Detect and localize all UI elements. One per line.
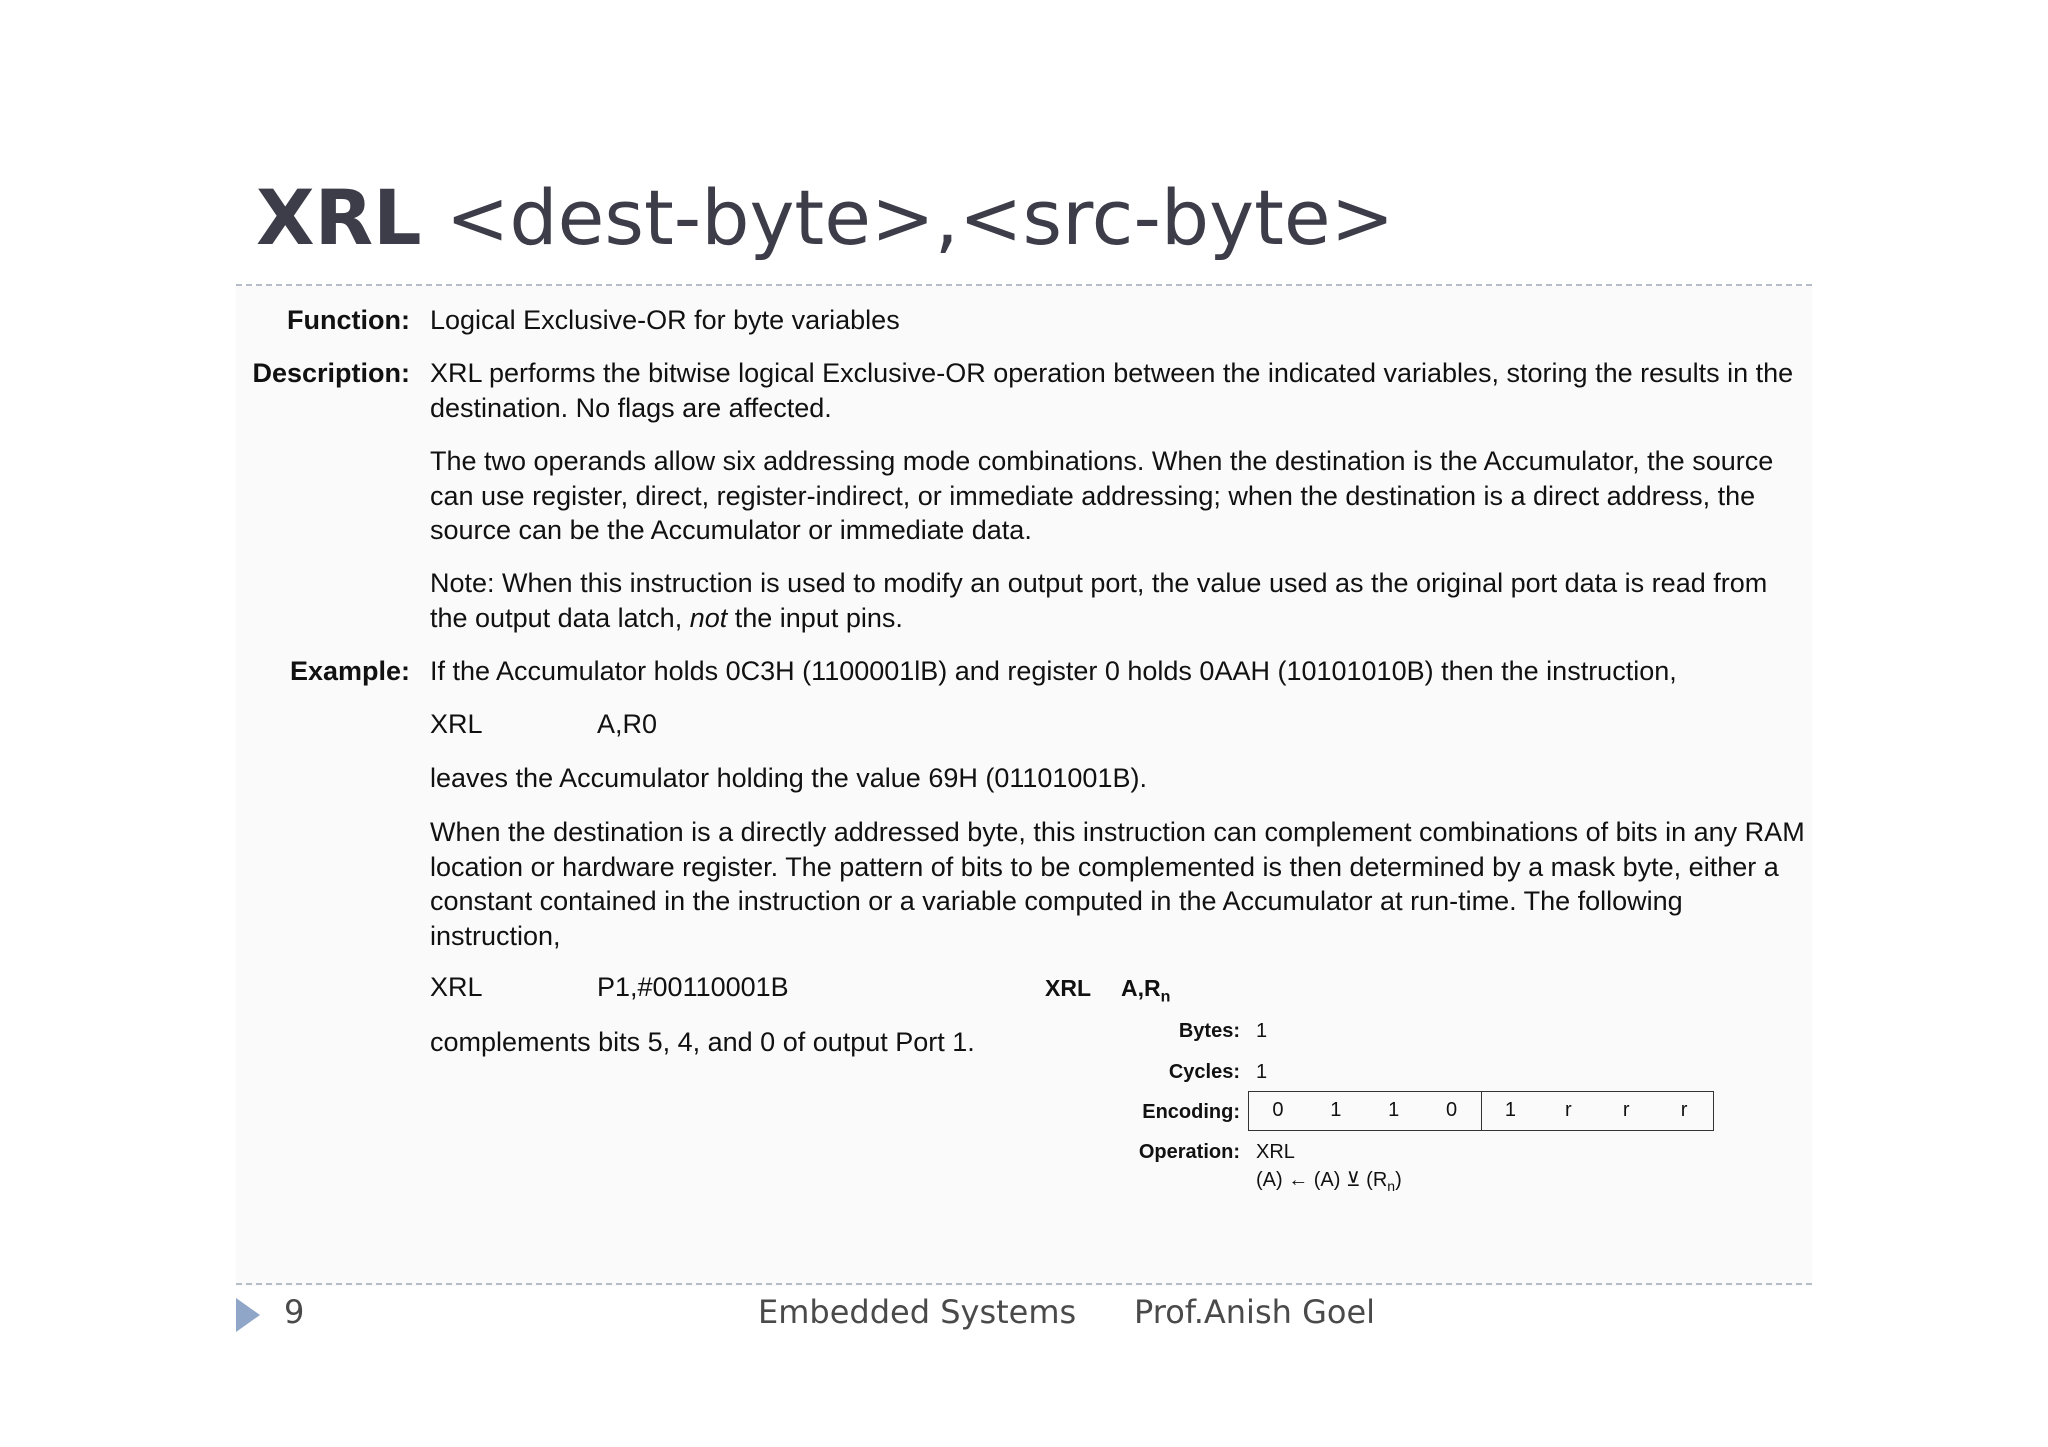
code-line-2 [430,970,789,1004]
encoding-bit: 0 [1272,1099,1284,1121]
page-number: 9 [284,1293,305,1331]
operation-formula-close: ) [1395,1169,1402,1191]
cycles-value: 1 [1256,1061,1268,1083]
note-text-start: Note: When this instruction is used to modify an output port, the value used as the original port data is read from the output data latch, [430,568,1768,633]
operation-formula [1256,1167,1402,1194]
footer-author: Prof.Anish Goel [1134,1293,1376,1331]
function-label: Function: [287,305,410,335]
code-line-2-op: XRL [430,972,483,1002]
inset-operand: A,R [1121,975,1161,1001]
operation-formula-subscript: n [1387,1178,1396,1194]
title-operands: <dest-byte>,<src-byte> [445,173,1395,262]
encoding-bit: 1 [1330,1099,1342,1121]
code-line-2-args: P1,#00110001B [597,972,789,1002]
footer-course: Embedded Systems [758,1293,1077,1331]
encoding-bit: r [1564,1099,1572,1121]
footer-triangle-icon [236,1298,260,1332]
code-line-1-args: A,R0 [597,709,658,739]
example-paragraph-3: When the destination is a directly addressed byte, this instruction can complement combinations of bits in any RAM location or hardware register. The pattern of bits to be complemented is then determined by a mask byte, either a constant contained in the instruction or a variable computed in the Accumulator at run-time. The following instruction, [430,817,1805,951]
encoding-bit: r [1680,1099,1688,1121]
encoding-bit: 1 [1388,1099,1400,1121]
code-line-1 [430,707,657,741]
encoding-label: Encoding: [1142,1101,1240,1123]
operation-label: Operation: [1138,1141,1240,1163]
bytes-label: Bytes: [1178,1020,1240,1042]
encoding-table [1248,1091,1714,1131]
encoding-bit: 0 [1446,1099,1458,1121]
note-text-end: the input pins. [727,602,903,633]
description-label: Description: [252,358,410,388]
example-label: Example: [289,656,410,686]
cycles-label: Cycles: [1168,1061,1240,1083]
header-divider [236,284,1812,286]
code-line-1-op: XRL [430,709,483,739]
bytes-value: 1 [1256,1020,1268,1042]
note-emphasis: not [689,602,728,633]
encoding-bit: r [1622,1099,1630,1121]
description-paragraph-1: XRL performs the bitwise logical Exclusive-OR operation between the indicated variables, storing the results in the destination. No flags are affected. [430,358,1794,423]
inset-operand-subscript: n [1160,988,1171,1006]
description-paragraph-2: The two operands allow six addressing mode combinations. When the destination is the Accumulator, the source can use register, direct, register-indirect, or immediate addressing; when the destination is a direct address, the source can be the Accumulator or immediate data. [430,446,1774,545]
example-paragraph-2: leaves the Accumulator holding the value 69H (01101001B). [430,763,1147,793]
footer-divider [236,1283,1812,1285]
encoding-bit: 1 [1481,1092,1540,1130]
example-paragraph-4: complements bits 5, 4, and 0 of output Port 1. [430,1027,975,1057]
operation-name: XRL [1256,1141,1295,1163]
operation-formula-main: (A) ← (A) ⊻ (R [1256,1169,1388,1191]
function-text: Logical Exclusive-OR for byte variables [430,305,900,335]
example-paragraph-1: If the Accumulator holds 0C3H (1100001lB) and register 0 holds 0AAH (10101010B) then the instruction, [430,656,1677,686]
inset-title [1045,975,1170,1007]
slide-title [256,173,1395,262]
title-mnemonic: XRL [256,173,422,262]
inset-op: XRL [1045,975,1091,1001]
note-paragraph [430,566,1805,635]
